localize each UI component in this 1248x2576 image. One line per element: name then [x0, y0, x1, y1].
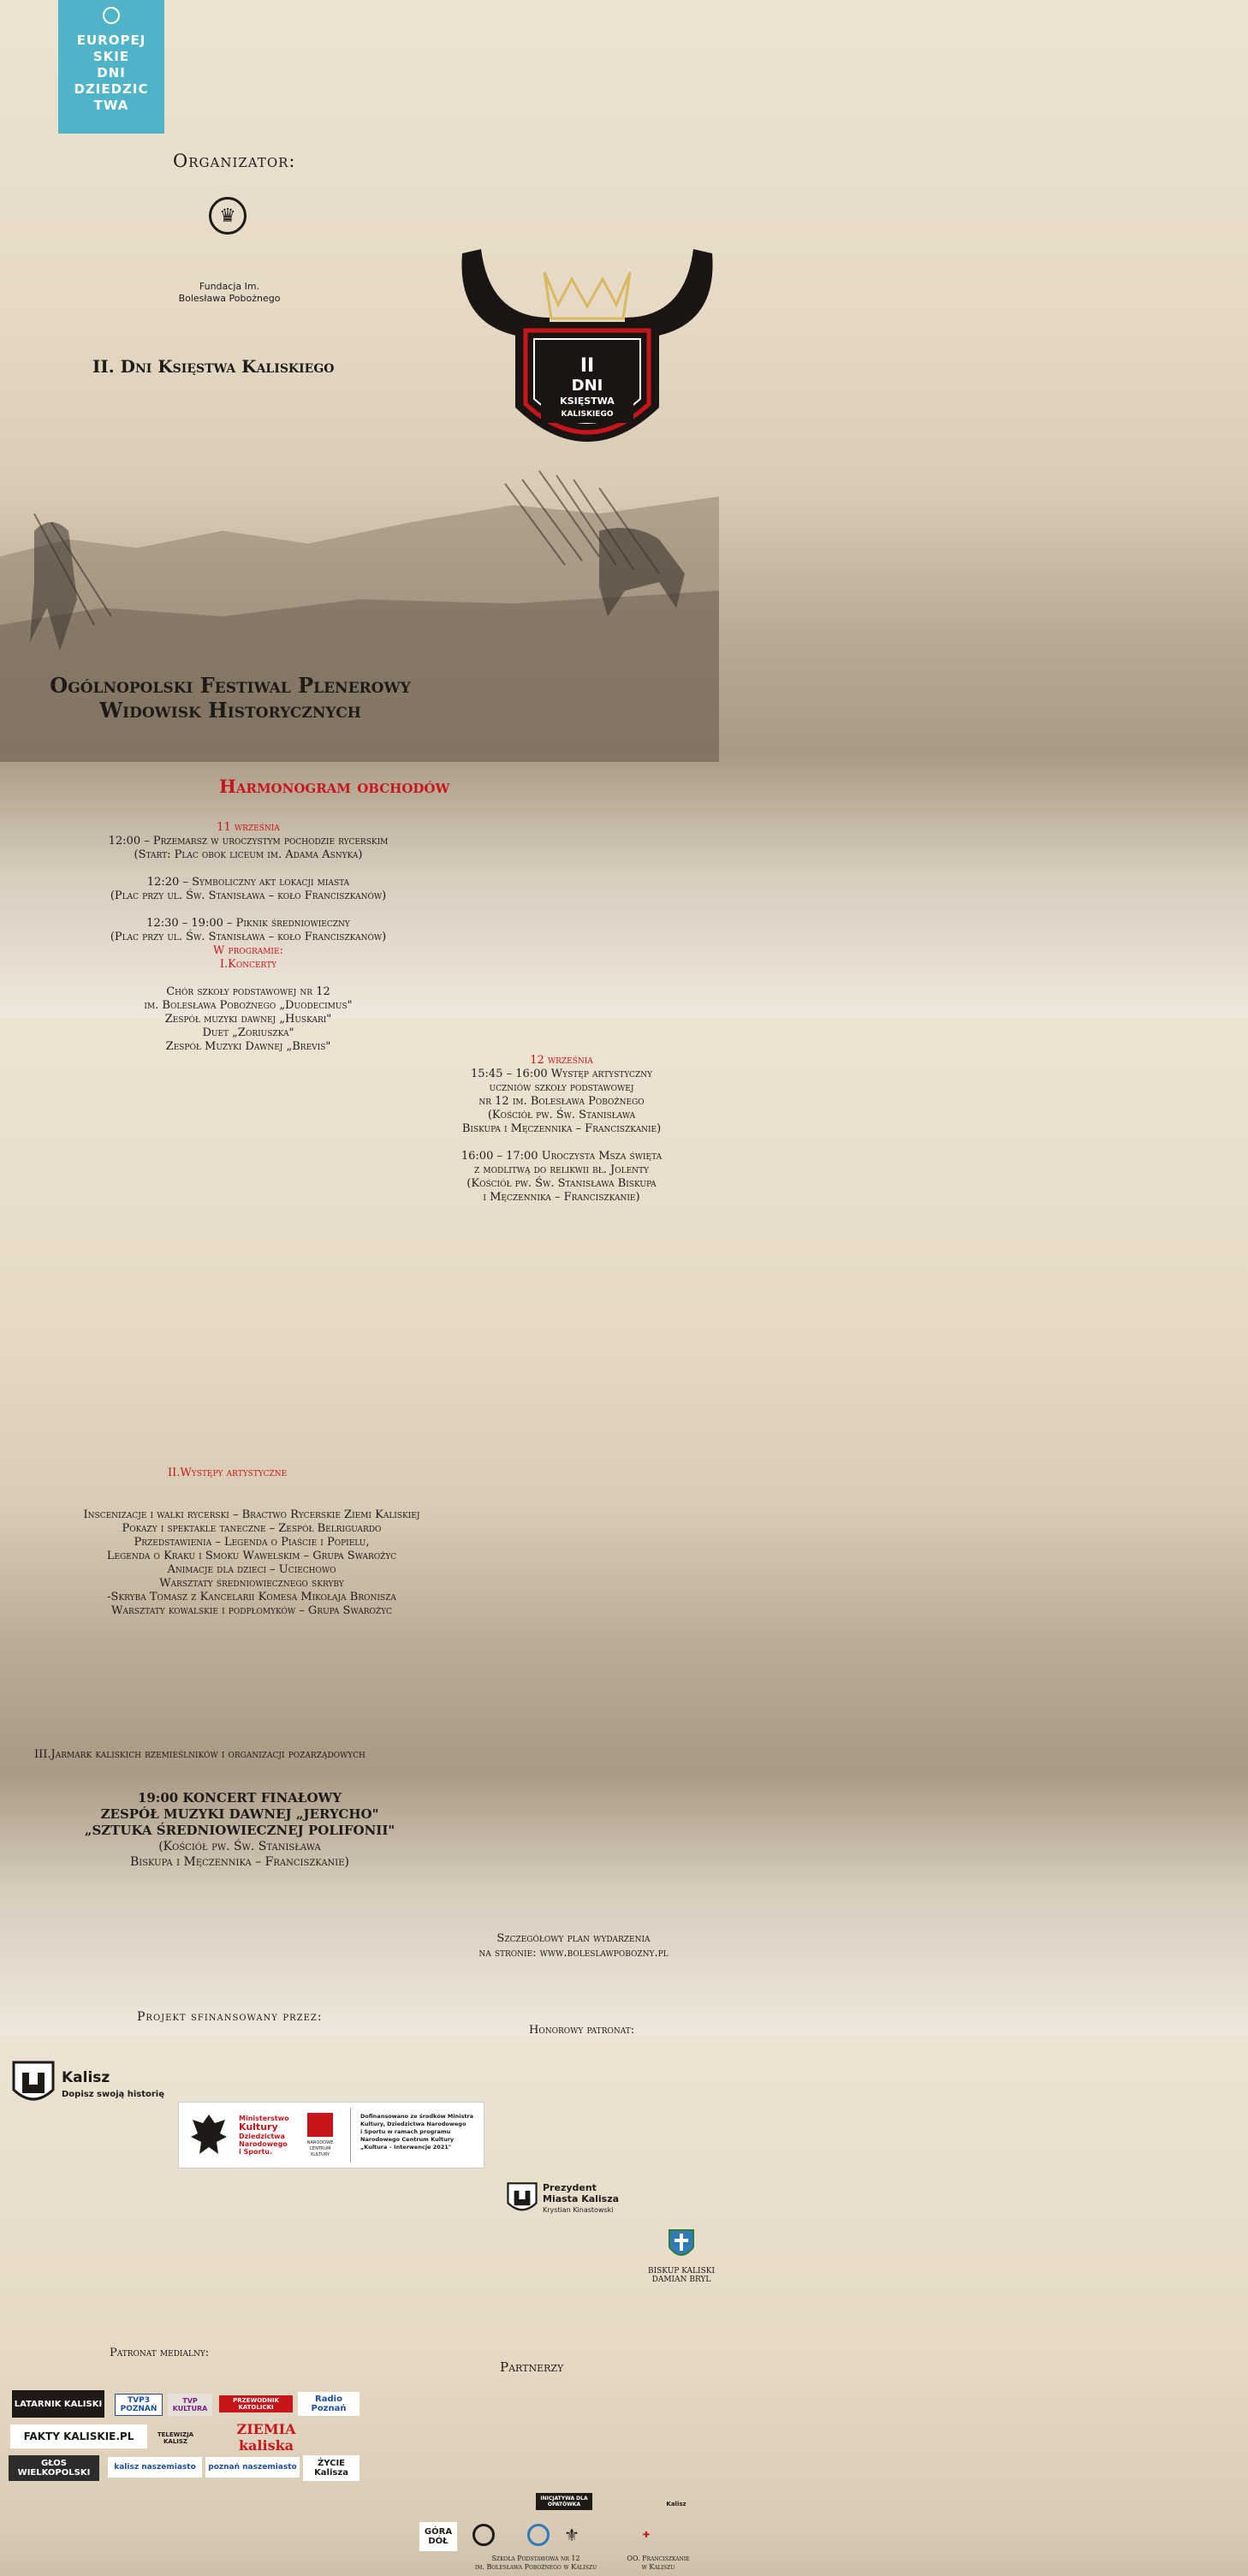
- media-logo: GŁOS WIELKOPOLSKI: [9, 2455, 99, 2481]
- festival-title: [12, 673, 449, 723]
- organizer-label: Organizator:: [173, 151, 296, 171]
- concert-item: im. Bolesława Pobożnego „Duodecimus": [144, 999, 353, 1012]
- ministry-funding-text: [360, 2113, 484, 2151]
- ministry-text-line: „Kultura – Interwencje 2021": [360, 2144, 452, 2151]
- fleur-de-lis-icon: ⚜: [564, 2525, 579, 2545]
- school-name: [467, 2555, 604, 2572]
- day2-event: [416, 1068, 707, 1136]
- bull-horns-emblem-icon: [455, 236, 719, 485]
- president-title: [543, 2182, 619, 2216]
- event-line: 12:20 – Symboliczny akt lokacji miasta: [146, 876, 350, 889]
- day2-schedule: [416, 1054, 707, 1205]
- school-line: im. Bolesława Pobożnego w Kaliszu: [474, 2563, 597, 2571]
- castle-shield-icon: [12, 2061, 55, 2109]
- final-concert: [51, 1790, 428, 1870]
- day1-schedule: [34, 821, 462, 1054]
- ed-logo-line: DZIEDZIC: [74, 81, 149, 97]
- partner-logos: [416, 2486, 716, 2576]
- honorary-patronage-label: Honorowy patronat:: [529, 2024, 635, 2037]
- performance-item: Legenda o Kraku i Smoku Wawelskim – Grupa Swarożyc: [106, 1550, 397, 1562]
- red-cross-icon: ✚: [642, 2530, 651, 2540]
- performance-item: Przedstawienia – Legenda o Piaście i Popielu,: [134, 1536, 370, 1549]
- concert-item: Chór szkoły podstawowej nr 12: [166, 985, 330, 998]
- event-line: (Plac przy ul. Św. Stanisława – koło Franciszkanów): [110, 889, 387, 902]
- kalisz-name: Kalisz: [62, 2069, 110, 2086]
- media-logo: TVP3 POZNAŃ: [115, 2394, 163, 2416]
- event-line: 16:00 – 17:00 Uroczysta Msza święta: [461, 1150, 663, 1163]
- event-line: (Kościół pw. Św. Stanisława Biskupa: [467, 1177, 657, 1190]
- event-line: z modlitwą do relikwii bł. Jolenty: [474, 1163, 649, 1176]
- performance-item: Animacje dla dzieci – Uciechowo: [167, 1563, 336, 1576]
- media-logo: poznań naszemiasto: [205, 2457, 300, 2478]
- ed-logo-line: DNI: [97, 65, 126, 80]
- section-fair: III.Jarmark kaliskich rzemieślników i organizacji pozarządowych: [34, 1748, 365, 1761]
- event-line: (Kościół pw. Św. Stanisława: [487, 1109, 636, 1121]
- ministry-name-line: Kultury: [239, 2121, 278, 2133]
- nck-logo-icon: [307, 2113, 333, 2137]
- program-label: W programie:: [213, 944, 283, 957]
- section-concerts: I.Koncerty: [219, 958, 277, 971]
- emblem-line: II: [579, 355, 595, 377]
- event-line: Biskupa i Męczennika – Franciszkanie): [461, 1122, 662, 1135]
- media-logo: FAKTY KALISKIE.PL: [10, 2424, 147, 2448]
- ministry-text-line: Dofinansowano ze środków Ministra: [360, 2113, 474, 2120]
- day2-event: [416, 1150, 707, 1205]
- day1-date: 11 września: [217, 821, 280, 834]
- crown-icon: ♛: [209, 197, 247, 235]
- media-logo: ZIEMIA kaliska: [236, 2421, 296, 2454]
- bishop-coat-of-arms-icon: [664, 2225, 698, 2264]
- details-url[interactable]: na stronie: www.boleslawpobozny.pl: [478, 1947, 669, 1960]
- school-line: Szkoła Podstawowa nr 12: [491, 2555, 580, 2562]
- funded-by-label: Projekt sfinansowany przez:: [137, 2010, 323, 2024]
- ministry-text-line: Kultury, Dziedzictwa Narodowego: [360, 2121, 467, 2127]
- day1-event: [34, 917, 462, 944]
- media-patronage-label: Patronat medialny:: [110, 2347, 210, 2359]
- president-patronage-logo: [507, 2179, 644, 2227]
- bishop-line: BISKUP KALISKI: [647, 2267, 716, 2276]
- franciscans-name: [611, 2555, 705, 2572]
- ed-logo-line: TWA: [93, 98, 129, 113]
- partner-logo: Kalisz: [666, 2501, 686, 2508]
- details-line: Szczegółowy plan wydarzenia: [496, 1932, 651, 1945]
- president-line: Miasta Kalisza: [543, 2193, 620, 2204]
- final-concert-line: ZESPÓŁ MUZYKI DAWNEJ „JERYCHO": [100, 1806, 379, 1822]
- media-logo: LATARNIK KALISKI: [12, 2390, 104, 2418]
- president-line: Krystian Kinastowski: [543, 2206, 614, 2214]
- performance-item: -Skryba Tomasz z Kancelarii Komesa Mikołaja Bronisza: [107, 1591, 396, 1603]
- schedule-title: Harmonogram obchodów: [219, 776, 450, 797]
- divider: [350, 2108, 351, 2163]
- partner-logo: INICJATYWA DLA OPATÓWKA: [536, 2493, 592, 2510]
- event-line: (Start: Plac obok liceum im. Adama Asnyka): [134, 848, 363, 861]
- performance-item: Warsztaty kowalskie i podpłomyków – Grupa Swarożyc: [111, 1604, 392, 1617]
- concert-item: Zespół muzyki dawnej „Huskari": [164, 1013, 332, 1026]
- day1-event: [34, 835, 462, 862]
- european-heritage-days-logo: [58, 0, 164, 134]
- event-line: (Plac przy ul. Św. Stanisława – koło Franciszkanów): [110, 931, 387, 943]
- sun-icon: [103, 7, 120, 24]
- media-logo: kalisz naszemiasto: [108, 2457, 202, 2478]
- event-line: nr 12 im. Bolesława Pobożnego: [478, 1095, 645, 1108]
- nck-name-line: CENTRUM: [309, 2146, 331, 2151]
- school-emblem-icon: [472, 2524, 495, 2546]
- president-line: Prezydent: [543, 2182, 597, 2193]
- section-performances: II.Występy artystyczne: [168, 1466, 288, 1479]
- ministry-sponsor-panel: [178, 2102, 484, 2168]
- nck-name-line: KULTURY: [311, 2152, 330, 2157]
- edition-title: II. Dni Księstwa Kaliskiego: [92, 356, 335, 377]
- performance-item: Pokazy i spektakle taneczne – Zespół Belriguardo: [122, 1522, 382, 1535]
- ed-logo-line: EUROPEJ: [76, 33, 146, 48]
- performance-list: [12, 1508, 491, 1618]
- event-line: 15:45 – 16:00 Występ artystyczny: [470, 1068, 653, 1080]
- bishop-patronage: [647, 2225, 716, 2285]
- emblem-line: KALISKIEGO: [561, 410, 614, 419]
- ministry-name-line: i Sportu.: [239, 2148, 273, 2156]
- ministry-name-line: Narodowego: [239, 2140, 288, 2148]
- concert-item: Zespół Muzyki Dawnej „Brevis": [165, 1040, 331, 1053]
- event-line: 12:00 – Przemarsz w uroczystym pochodzie rycerskim: [108, 835, 389, 848]
- festival-title-line: Widowisk Historycznych: [99, 698, 361, 723]
- event-line: i Męczennika – Franciszkanie): [483, 1191, 640, 1204]
- performance-item: Warsztaty średniowiecznego skryby: [159, 1577, 344, 1590]
- franciscans-line: OO. Franciszkanie: [627, 2555, 690, 2562]
- bishop-line: DAMIAN BRYL: [651, 2276, 711, 2284]
- ed-logo-line: SKIE: [92, 49, 130, 64]
- castle-shield-icon: [507, 2180, 538, 2218]
- franciscans-line: w Kaliszu: [641, 2563, 675, 2571]
- performance-item: Inscenizacje i walki rycerski – Bractwo Rycerskie Ziemi Kaliskiej: [83, 1508, 420, 1521]
- festival-title-line: Ogólnopolski Festiwal Plenerowy: [50, 673, 411, 698]
- emblem-line: DNI: [571, 377, 603, 395]
- ministry-name: [239, 2115, 289, 2156]
- nck-name: [299, 2140, 342, 2158]
- kalisz-slogan: Dopisz swoją historię: [62, 2090, 165, 2099]
- nck-name-line: NARODOWE: [306, 2140, 334, 2145]
- final-concert-line: 19:00 KONCERT FINAŁOWY: [137, 1790, 342, 1806]
- ministry-name-line: Dziedzictwa: [239, 2133, 285, 2140]
- media-logo: TVP KULTURA: [168, 2394, 212, 2416]
- event-line: 12:30 – 19:00 – Piknik średniowieczny: [146, 917, 350, 930]
- media-logo: Radio Poznań: [298, 2392, 360, 2416]
- final-concert-place: (Kościół pw. Św. Stanisława: [158, 1840, 321, 1853]
- concert-list: [34, 985, 462, 1054]
- ministry-text-line: i Sportu w ramach programu: [360, 2128, 451, 2135]
- concert-item: Duet „Zoriuszka": [202, 1026, 294, 1039]
- final-concert-place: Biskupa i Męczennika – Franciszkanie): [129, 1855, 350, 1869]
- event-line: uczniów szkoły podstawowej: [489, 1081, 634, 1094]
- partner-logo: GÓRA DÓŁ: [419, 2522, 457, 2551]
- foundation-name: Fundacja Im. Bolesława Pobożnego: [178, 281, 281, 304]
- details-link[interactable]: [428, 1931, 719, 1960]
- day1-event: [34, 876, 462, 903]
- day2-date: 12 września: [530, 1054, 593, 1067]
- partners-label: Partnerzy: [500, 2359, 564, 2375]
- ministry-text-line: Narodowego Centrum Kultury: [360, 2136, 455, 2143]
- media-logo: PRZEWODNIK KATOLICKI: [219, 2395, 293, 2412]
- media-logo: ŻYCIE Kalisza: [303, 2455, 360, 2481]
- kalisz-city-logo: [12, 2061, 166, 2112]
- partner-emblem-icon: [527, 2524, 550, 2546]
- final-concert-line: „SZTUKA ŚREDNIOWIECZNEJ POLIFONII": [84, 1823, 395, 1838]
- media-logo: TELEWIZJA KALISZ: [157, 2431, 194, 2445]
- emblem-line: KSIĘSTWA: [560, 396, 615, 407]
- ministry-name-line: Ministerstwo: [239, 2115, 289, 2122]
- polish-eagle-icon: [189, 2111, 229, 2159]
- media-logos: [9, 2389, 368, 2483]
